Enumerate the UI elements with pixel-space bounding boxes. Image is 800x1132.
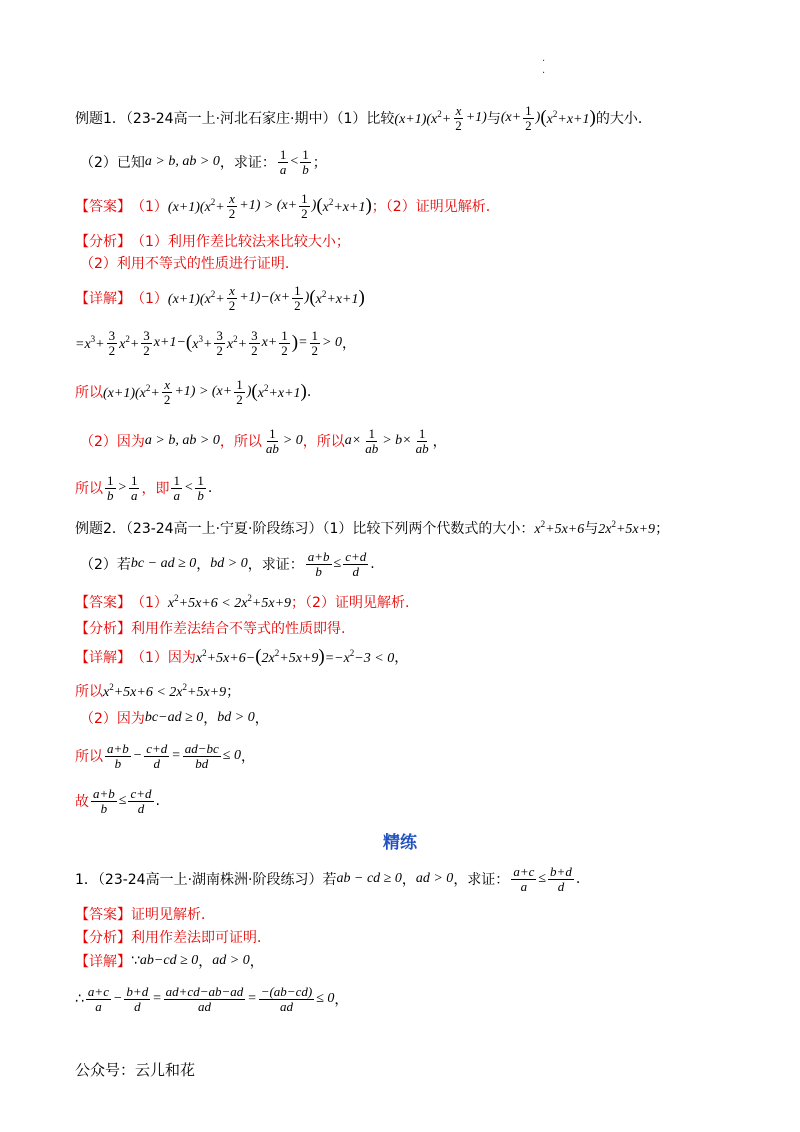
example1-q1-mid: 与: [486, 111, 501, 127]
example1-analysis2: [80, 253, 289, 273]
q2-end: ；: [312, 155, 327, 171]
q2-prefix: （2）已知: [80, 155, 145, 171]
q2-end: .: [370, 556, 375, 572]
therefore-symbol: ∴: [75, 991, 84, 1007]
answer-part1: （1）: [131, 199, 168, 215]
practice-detail: 【详解】 ∵ ab−cd ≥ 0 ， ad > 0 ，: [75, 953, 264, 970]
example1-question2: （2）已知 a > b, ab > 0 ，求证： $\frac{1}{a}$ < $\frac{1}{b}$ ；: [80, 146, 327, 177]
answer-text: 证明见解析．: [131, 907, 215, 923]
so-word: 所以: [75, 481, 103, 497]
so-word: 所以: [75, 684, 103, 700]
detail-part: ，所以: [302, 434, 345, 450]
detail-tag: 【详解】: [75, 954, 131, 970]
q2-mid: ，求证：: [247, 557, 304, 573]
ji-word: ，即: [141, 481, 170, 497]
end-dot: .: [207, 480, 213, 496]
detail-part: （2）因为: [80, 711, 145, 727]
practice-question: 1．（23-24高一上·湖南株洲·阶段练习）若 ab − cd ≥ 0 ， ad > 0 ，求证： $\frac{a+c}{a}$ ≤ $\frac{b+d}{d}$ .: [75, 863, 581, 894]
practice-derivation: ∴ $\frac{a+c}{a}$ − $\frac{b+d}{d}$ = $\frac{ad+cd-ab-ad}{ad}$ = $\frac{-(ab-cd)}{ad}$ ≤ 0 ，: [75, 983, 349, 1014]
q2-condition: bd > 0: [210, 556, 248, 571]
practice-analysis: [75, 927, 271, 947]
practice-answer: [75, 904, 215, 924]
example1-conclusion2: 所以 $\frac{1}{b}$ > $\frac{1}{a}$ ，即 $\frac{1}{a}$ < $\frac{1}{b}$ .: [75, 472, 213, 503]
example2-q1-end: ；: [655, 521, 670, 537]
answer-tag: 【答案】: [75, 907, 131, 923]
q-condition: ab − cd ≥ 0: [336, 871, 402, 886]
q-condition: ad > 0: [415, 871, 454, 886]
decorative-dot: ·: [542, 56, 546, 67]
detail-part: （2）因为: [80, 434, 145, 450]
practice-q-prefix: 1．（23-24高一上·湖南株洲·阶段练习）若: [75, 872, 337, 888]
analysis-tag: 【分析】: [75, 930, 131, 946]
gu-word: 故: [75, 794, 89, 810]
example2-conclusion2: 所以 $\frac{a+b}{b}$ − $\frac{c+d}{d}$ = $\frac{ad-bc}{bd}$ ≤ 0 ，: [75, 740, 255, 771]
detail-part: ，所以: [219, 434, 262, 450]
example2-question1: 例题2．（23-24高一上·宁夏·阶段练习）（1）比较下列两个代数式的大小： $x^2+5x+6$ 与 $2x^2+5x+9$ ；: [75, 518, 670, 537]
example1-question1: 例题1．（23-24高一上·河北石家庄·期中）（1）比较 $(x+1)(x^2+$ $\frac{x}{2}$ +1) 与 (x+ $\frac{1}{2}$ ) ( $x^2+x+1$ ) 的大小．: [75, 102, 652, 133]
example1-q1-suffix: 的大小．: [595, 111, 652, 127]
example1-detail2: （2）因为 a > b, ab > 0 ，所以 $\frac{1}{ab}$ > 0 ，所以 a× $\frac{1}{ab}$ > b× $\frac{1}{ab}$ ，: [80, 425, 447, 456]
example1-q1-prefix: 例题1．（23-24高一上·河北石家庄·期中）（1）比较: [75, 111, 395, 127]
q2-prefix: （2）若: [80, 557, 131, 573]
answer-part1: （1）: [131, 595, 168, 611]
q2-condition: bc − ad ≥ 0: [130, 556, 197, 571]
example2-question2: （2）若 bc − ad ≥ 0 ， bd > 0 ，求证： $\frac{a+b}{b}$ ≤ $\frac{c+d}{d}$ .: [80, 548, 375, 579]
detail-tag: 【详解】: [75, 291, 131, 307]
q-mid: ，求证：: [453, 872, 510, 888]
example1-analysis1: [75, 231, 350, 251]
analysis-tag: 【分析】: [75, 621, 131, 637]
so-word: 所以: [75, 749, 103, 765]
analysis-text: 利用作差法即可证明．: [131, 930, 271, 946]
so-word: 所以: [75, 385, 103, 401]
q2-condition: a > b, ab > 0: [144, 154, 220, 169]
q2-mid: ，求证：: [219, 155, 276, 171]
example1-expansion: $=x^3+$ $\frac{3}{2}$ $x^2+$ $\frac{3}{2}$ x+1− ( $x^3+$ $\frac{3}{2}$ $x^2+$ $\frac{3}{2}$ x+ $\frac{1}{2}$ ) = $\frac{1}{2}$ > 0 ，: [75, 327, 356, 358]
example2-detail1: 【详解】 （1）因为 $x^2+5x+6-$ ( $2x^2+5x+9$ ) $=-x^2-3 < 0$ ，: [75, 646, 409, 667]
because-symbol: ∵: [131, 953, 140, 969]
analysis-text: （2）利用不等式的性质进行证明.: [80, 256, 290, 272]
example1-answer: 【答案】 （1） $(x+1)(x^2+$ $\frac{x}{2}$ +1) > (x+ $\frac{1}{2}$ ) ( $x^2+x+1$ ) ；（2）证明见解析.: [75, 190, 491, 221]
analysis-tag: 【分析】: [75, 234, 131, 250]
answer-part2: ；（2）证明见解析.: [291, 595, 410, 611]
example2-detail2: （2）因为 bc−ad ≥ 0 ， bd > 0 ，: [80, 710, 269, 727]
decorative-dot: ·: [542, 68, 546, 79]
example2-conclusion3: 故 $\frac{a+b}{b}$ ≤ $\frac{c+d}{d}$ .: [75, 785, 160, 816]
analysis-text: 利用作差法结合不等式的性质即得.: [131, 621, 346, 637]
answer-tag: 【答案】: [75, 199, 131, 215]
detail-part: （1）: [131, 291, 168, 307]
answer-part2: ；（2）证明见解析.: [371, 199, 491, 215]
analysis-text: （1）利用作差比较法来比较大小；: [131, 234, 350, 250]
example2-analysis: [75, 618, 345, 638]
example2-answer: 【答案】 （1） $x^2+5x+6 < 2x^2+5x+9$ ；（2）证明见解析.: [75, 592, 410, 611]
example2-q1-prefix: 例题2．（23-24高一上·宁夏·阶段练习）（1）比较下列两个代数式的大小：: [75, 521, 535, 537]
example1-conclusion1: 所以 $(x+1)(x^2+$ $\frac{x}{2}$ +1) > (x+ $\frac{1}{2}$ ) ( $x^2+x+1$ ) .: [75, 376, 312, 407]
detail-part: （1）因为: [131, 650, 196, 666]
example1-detail1: 【详解】 （1） $(x+1)(x^2+$ $\frac{x}{2}$ +1)−(x+ $\frac{1}{2}$ ) ( $x^2+x+1$ ): [75, 282, 365, 313]
answer-tag: 【答案】: [75, 595, 131, 611]
example2-q1-mid: 与: [584, 521, 599, 537]
detail-tag: 【详解】: [75, 650, 131, 666]
example2-conclusion1: 所以 $x^2+5x+6 < 2x^2+5x+9$ ；: [75, 681, 241, 700]
footer-text: 公众号：云儿和花: [75, 1060, 196, 1079]
section-title: 精练: [383, 833, 417, 853]
